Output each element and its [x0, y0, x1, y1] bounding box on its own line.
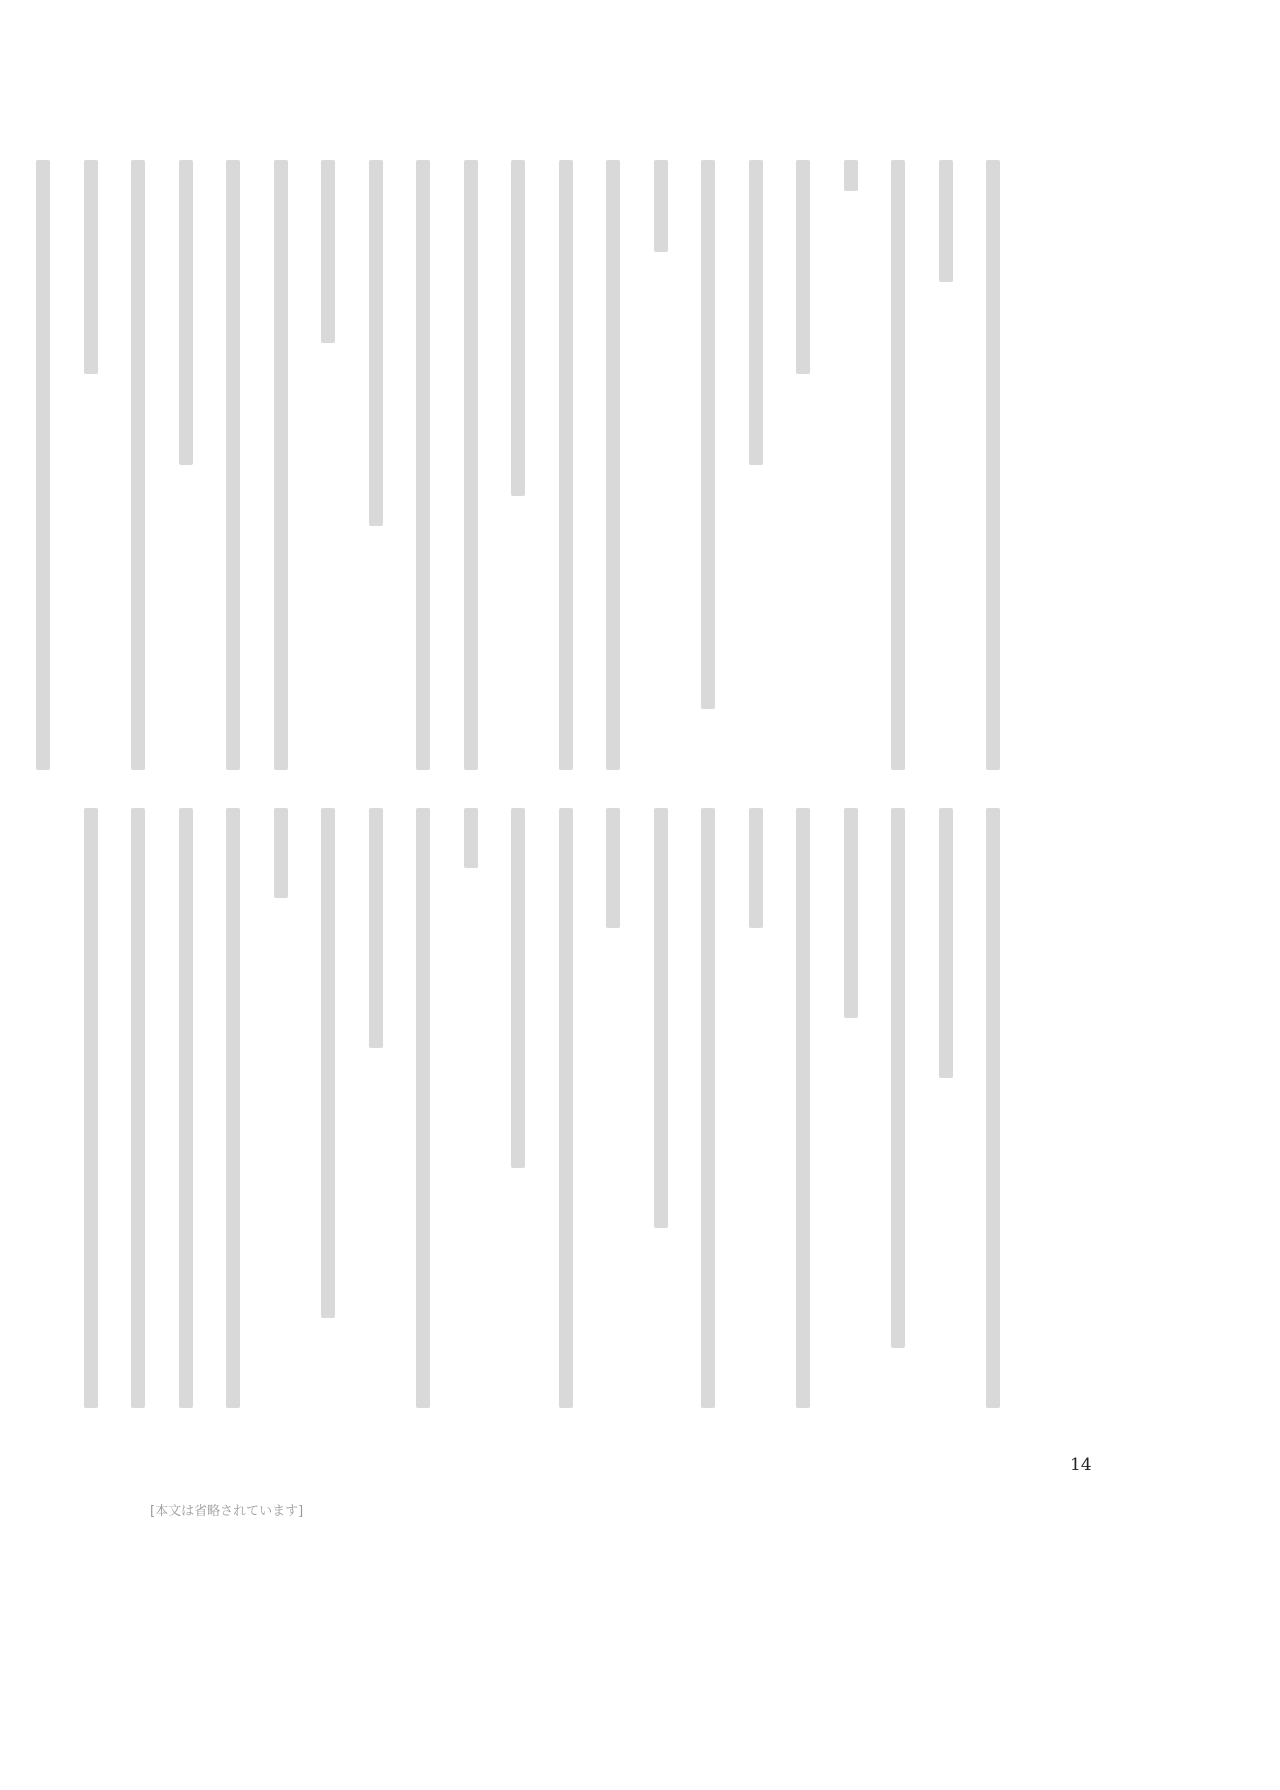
text-column-placeholder	[511, 160, 525, 496]
text-column-placeholder	[701, 808, 715, 1408]
text-column-placeholder	[891, 160, 905, 770]
text-column-placeholder	[559, 160, 573, 770]
text-column-placeholder	[369, 160, 383, 526]
text-column-placeholder	[464, 808, 478, 868]
text-column-placeholder	[891, 808, 905, 1348]
text-column-placeholder	[654, 160, 668, 252]
text-column-placeholder	[606, 160, 620, 770]
text-column-placeholder	[464, 160, 478, 770]
text-column-placeholder	[939, 808, 953, 1078]
text-column-placeholder	[274, 808, 288, 898]
text-column-placeholder	[796, 808, 810, 1408]
text-column-placeholder	[84, 808, 98, 1408]
text-column-placeholder	[226, 808, 240, 1408]
text-column-placeholder	[749, 160, 763, 465]
text-column-placeholder	[416, 808, 430, 1408]
text-column-placeholder	[654, 808, 668, 1228]
text-column-placeholder	[749, 808, 763, 928]
text-column-placeholder	[701, 160, 715, 709]
omitted-text-notice: [本文は省略されています]	[150, 1504, 304, 1519]
text-column-placeholder	[321, 808, 335, 1318]
text-column-placeholder	[844, 808, 858, 1018]
text-column-placeholder	[179, 808, 193, 1408]
page-number: 14	[1070, 1455, 1092, 1475]
text-block-top	[150, 160, 1000, 770]
text-column-placeholder	[606, 808, 620, 928]
text-column-placeholder	[511, 808, 525, 1168]
text-column-placeholder	[939, 160, 953, 282]
text-column-placeholder	[369, 808, 383, 1048]
text-column-placeholder	[226, 160, 240, 770]
text-column-placeholder	[986, 160, 1000, 770]
text-column-placeholder	[796, 160, 810, 374]
text-column-placeholder	[131, 160, 145, 770]
text-column-placeholder	[416, 160, 430, 770]
text-column-placeholder	[84, 160, 98, 374]
text-column-placeholder	[321, 160, 335, 343]
text-column-placeholder	[179, 160, 193, 465]
text-column-placeholder	[986, 808, 1000, 1408]
text-column-placeholder	[131, 808, 145, 1408]
text-column-placeholder	[36, 160, 50, 770]
text-column-placeholder	[844, 160, 858, 191]
text-column-placeholder	[559, 808, 573, 1408]
text-block-bottom	[150, 808, 1000, 1408]
text-column-placeholder	[274, 160, 288, 770]
